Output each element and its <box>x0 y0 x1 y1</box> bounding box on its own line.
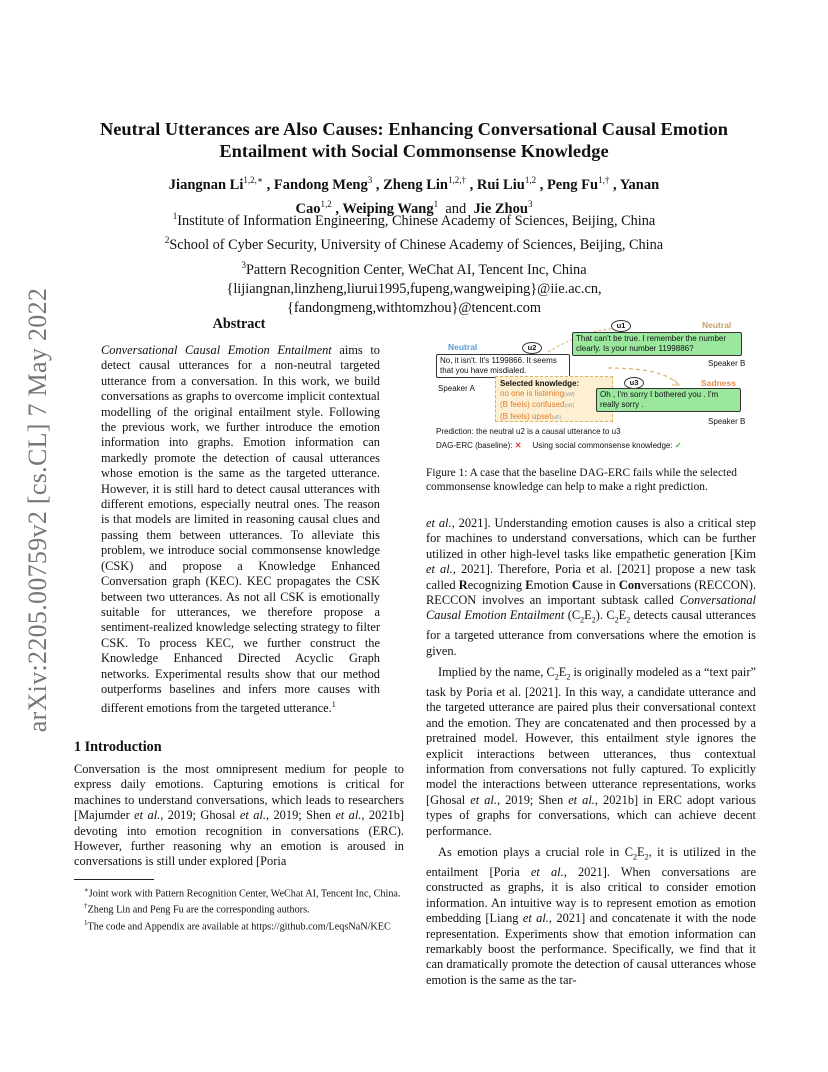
node-u2: u2 <box>522 342 542 354</box>
paragraph-recco: et al., 2021]. Understanding emotion causes is also a critical step for machines to understand conversations, which can be further utilized in other high-level tasks like empathetic generation [Kim et al., 2021]. Therefore, Poria et al. [2021] propose a new task called Recognizing Emotion Cause in Conversations (RECCON). RECCON involves an important subtask called Conversational Causal Emotion Entailment $(C_2E_2)$. $C_2E_2$ detects causal utterances for a targeted utterance from conversations where the emotion is given. <box>426 516 757 658</box>
figure-caption: Figure 1: A case that the baseline DAG-ERC fails while the selected commonsense knowledge can help to make a right prediction. <box>426 467 737 493</box>
paper-title: Neutral Utterances are Also Causes: Enhancing Conversational Causal Emotion Entailment with Social Commonsense Knowledge <box>99 119 728 161</box>
footnote-3: $^1$The code and Appendix are available at https://github.com/LeqsNaN/KEC <box>84 918 391 932</box>
footnote-rule <box>74 879 154 880</box>
emotion-label-sadness: Sadness <box>701 378 736 388</box>
abstract-heading: Abstract <box>212 316 266 332</box>
speaker-b-label-2: Speaker B <box>708 417 746 426</box>
footnote-1: ∗Joint work with Pattern Recognition Center, WeChat AI, Tencent Inc, China. <box>84 885 401 900</box>
affiliation-1: $^1$Institute of Information Engineering, Chinese Academy of Sciences, Beijing, China <box>172 211 656 229</box>
emotion-label-neutral-u2: Neutral <box>448 342 478 352</box>
speaker-a-label: Speaker A <box>438 384 475 393</box>
right-column <box>426 516 756 988</box>
utterance-u2: No, it isn't. It's 1199866. It seems that you have misdialed. <box>436 354 570 378</box>
left-column <box>74 316 404 933</box>
email-2: {fandongmeng,withtomzhou}@tencent.com <box>287 300 541 317</box>
figure-1 <box>428 316 758 456</box>
footnotes <box>74 884 404 933</box>
paragraph-text-pair: Implied by the name, $C_2E_2$ is originally modeled as a “text pair” task by Poria et al. [2021]. In this way, a candidate utterance and the targeted utterance are paired plus their conversational context and the emotion. They are concatenated and then processed by a pretrained model. However, this entailment style ignores the explicit interactions between utterances, thus contextual information from conversations not fully captured. To explicitly model the interactions between utterance representations, works [Ghosal et al., 2019; Shen et al., 2021b] in ERC adopt various types of graphs for conversations, which can achieve decent performance. <box>426 665 757 838</box>
abstract-text: Conversational Causal Emotion Entailment aims to detect causal utterances for a non-neutral targeted utterance from a conversation. In this work, we build conversations as graphs to overcome implicit contextual modelling of the original entailment style. Following the previous work, we further introduce the emotion information into graphs. Emotion information can markedly promote the detection of causal utterances whose emotion is the same as the targeted utterance. However, it is still hard to detect causal utterances with different emotions, especially neutral ones. The reason is that models are limited in reasoning causal clues and passing them between utterances. To alleviate this problem, we introduce social commonsense knowledge (CSK) and propose a Knowledge Enhanced Conversation graph (KEC). KEC propagates the CSK between two utterances. As not all CSK is emotionally suitable for utterances, we therefore propose a sentiment-realized knowledge selecting strategy to filter CSK. To process KEC, we further construct the Knowledge Enhanced Directed Acyclic Graph networks. Experimental results show that our method outperforms baselines and infers more causes with different emotions from the targeted utterance.$^1$ <box>101 343 380 716</box>
comparison-line: DAG-ERC (baseline): ✕ Using social commonsense knowledge: ✓ <box>436 441 682 450</box>
node-u1: u1 <box>611 320 631 332</box>
emotion-label-neutral-u1: Neutral <box>702 320 732 330</box>
utterance-u3: Oh , I'm sorry I bothered you . I'm really sorry . <box>596 388 741 412</box>
intro-paragraph: Conversation is the most omnipresent medium for people to express daily emotions. Capturing emotions is critical for machines to understand conversations, which leads to researchers [Majumder et al., 2019; Ghosal et al., 2019; Shen et al., 2021b] devoting into emotion recognition in conversations (ERC). However, further reasoning why an emotion is aroused in conversations is still under explored [Poria <box>74 761 405 869</box>
speaker-b-label-1: Speaker B <box>708 359 746 368</box>
footnote-2: †Zheng Lin and Peng Fu are the corresponding authors. <box>84 902 310 916</box>
prediction-line: Prediction: the neutral u2 is a causal utterance to u3 <box>436 427 621 436</box>
affiliations <box>90 207 738 319</box>
right-column-text <box>426 516 756 988</box>
author-list: Jiangnan $Li^{1,2,∗}$ , Fandong Meng$^3$ , Zheng Lin$^{1,2,\dagger}$ , Rui Liu$^{1,2}$ , Peng $Fu^{1,\dagger}$ , Yanan Cao$^{1,2}$ , Weiping Wang$^1$ and Jie Zhou$^3$ <box>168 175 660 217</box>
node-u3: u3 <box>624 377 644 389</box>
utterance-u1: That can't be true. I remember the number clearly. Is your number 1199886? <box>572 332 742 356</box>
email-1: {lijiangnan,linzheng,liurui1995,fupeng,wangweiping}@iie.ac.cn, <box>226 280 602 297</box>
arxiv-identifier: arXiv:2205.00759v2 [cs.CL] 7 May 2022 <box>23 287 53 733</box>
affiliation-2: $^2$School of Cyber Security, University of Chinese Academy of Sciences, Beijing, China <box>164 235 664 254</box>
affiliation-3: $^3$Pattern Recognition Center, WeChat AI, Tencent Inc, China <box>241 259 587 278</box>
cross-icon: ✕ <box>514 441 522 450</box>
paragraph-emotion: As emotion plays a crucial role in $C_2E_2$, it is utilized in the entailment [Poria et al., 2021]. When conversations are constructed as graphs, it is also critical to consider emotion information. An intuitive way is to represent emotion as emotion embedding [Liang et al., 2021] and concatenate it with the node representation. Experiments show that emotion information can remarkably boost the performance. Specifically, we find that it can dramatically promote the detection of causal utterances whose emotion is the same as the tar- <box>426 845 757 987</box>
section-heading-introduction: 1 Introduction <box>74 738 162 755</box>
check-icon: ✓ <box>674 441 682 450</box>
selected-knowledge-box: Selected knowledge: no one is listening(xW) (B feels) confused(oR) (B feels) upset(oR) <box>495 376 613 422</box>
